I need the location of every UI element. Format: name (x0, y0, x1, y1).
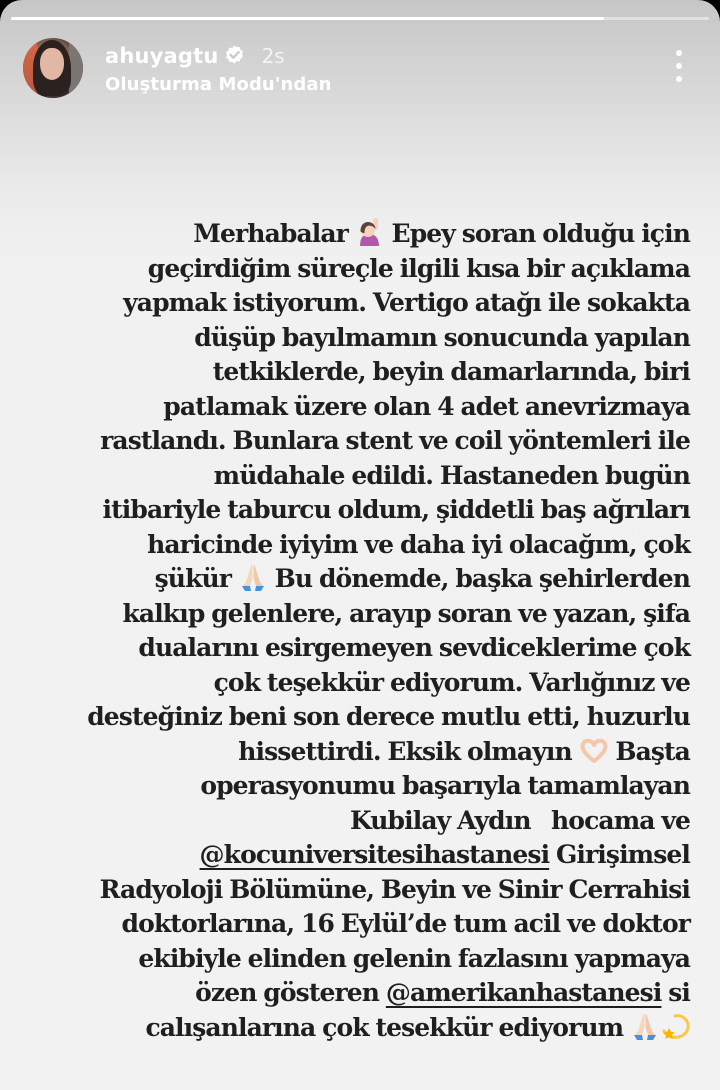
story-text-line (10, 804, 690, 839)
verified-badge-icon (223, 44, 246, 67)
story-text-segment: Merhabalar (193, 219, 355, 248)
story-text-line (10, 493, 690, 528)
avatar-bg-right (69, 38, 83, 98)
story-timestamp: 2s (261, 43, 285, 68)
story-progress-bar (11, 17, 709, 20)
story-meta-top (105, 42, 332, 70)
story-text-segment: çok teşekkür ediyorum. Varlığınız ve (213, 667, 690, 697)
story-text-segment: Başta (608, 736, 690, 766)
story-text-line (10, 355, 690, 390)
more-vertical-icon-dot (676, 50, 682, 56)
story-source-label: Oluşturma Modu'ndan (105, 73, 332, 95)
more-vertical-icon-dot (676, 76, 682, 82)
avatar-face (40, 48, 64, 80)
story-text-segment: özen gösteren (195, 978, 386, 1007)
story-text-segment: düşüp bayılmamın sonucunda yapılan (194, 322, 690, 352)
story-text-segment: ekibiyle elinden gelenin fazlasını yapmaya (138, 943, 690, 973)
story-text-segment: kalkıp gelenlere, arayıp soran ve yazan, şifa (122, 598, 690, 628)
mention-link[interactable]: @amerikanhastanesi (385, 978, 662, 1007)
story-text-line (10, 700, 690, 735)
username[interactable]: ahuyagtu (105, 43, 219, 68)
story-text-line (10, 528, 690, 563)
dizzy-emoji-icon (660, 1011, 690, 1041)
story-text-segment: geçirdiğim süreçle ilgili kısa bir açıklama (147, 253, 690, 283)
story-text-segment: dualarını esirgemeyen sevdiceklerime çok (138, 633, 690, 662)
story-text-segment: doktorlarına, 16 Eylül’de tum acil ve doktor (121, 909, 690, 938)
story-text-line (10, 252, 690, 287)
story-text-segment: müdahale edildi. Hastaneden bugün (213, 460, 690, 490)
heart-hands-emoji-icon (579, 735, 609, 765)
mention-link[interactable]: @kocuniversitesihastanesi (199, 840, 550, 869)
story-text-segment: si (661, 978, 690, 1007)
story-text-line (10, 562, 690, 597)
raising-hand-woman-emoji-icon (355, 217, 385, 247)
story-text-segment: Epey soran olduğu için (384, 219, 690, 248)
story-text-line (10, 769, 690, 804)
story-text-segment: şükür (154, 564, 238, 593)
story-text-line (10, 597, 690, 632)
more-options-button[interactable] (672, 50, 686, 82)
story-text-line (10, 666, 690, 701)
avatar[interactable] (23, 38, 83, 98)
story-text-line (10, 976, 690, 1011)
story-text-line (10, 390, 690, 425)
story-text-segment: desteğiniz beni son derece mutlu etti, huzurlu (87, 702, 690, 731)
story-text-segment: itibariyle taburcu oldum, şiddetli baş ağrıları (102, 495, 690, 524)
story-text-line (10, 459, 690, 494)
story-progress-fill (11, 17, 604, 20)
story-text-line (10, 286, 690, 321)
story-text-segment: tetkiklerde, beyin damarlarında, biri (212, 357, 690, 386)
story-text-block (10, 217, 690, 1045)
story-text-line (10, 838, 690, 873)
story-text-line (10, 907, 690, 942)
story-header (23, 38, 700, 98)
story-text-line (10, 217, 690, 252)
story-text-line (10, 942, 690, 977)
story-text-segment: haricinde iyiyim ve daha iyi olacağım, çok (147, 529, 690, 559)
story-text-segment: hissettirdi. Eksik olmayın (238, 736, 579, 766)
story-text-segment: Girişimsel (549, 840, 690, 869)
story-text-line (10, 424, 690, 459)
folded-hands-emoji-icon (238, 562, 268, 592)
story-text-segment: Radyoloji Bölümüne, Beyin ve Sinir Cerrahisi (99, 874, 690, 904)
story-text-segment: Bu dönemde, başka şehirlerden (267, 564, 690, 593)
story-text-segment: calışanlarına çok tesekkür ediyorum (145, 1012, 630, 1042)
story-text-line (10, 735, 690, 770)
story-text-segment: operasyonumu başarıyla tamamlayan (200, 771, 690, 800)
story-text-line (10, 321, 690, 356)
story-meta (105, 42, 332, 95)
story-text-line (10, 1011, 690, 1046)
story-text-segment: patlamak üzere olan 4 adet anevrizmaya (163, 391, 690, 421)
story-text-line (10, 631, 690, 666)
story-text-segment: Kubilay Aydın hocama ve (350, 805, 690, 835)
more-vertical-icon-dot (676, 63, 682, 69)
story-text-segment: yapmak istiyorum. Vertigo atağı ile sokakta (123, 288, 690, 317)
folded-hands-emoji-icon (630, 1011, 660, 1041)
story-text-line (10, 873, 690, 908)
story-text-segment: rastlandı. Bunlara stent ve coil yöntemleri ile (100, 426, 690, 455)
